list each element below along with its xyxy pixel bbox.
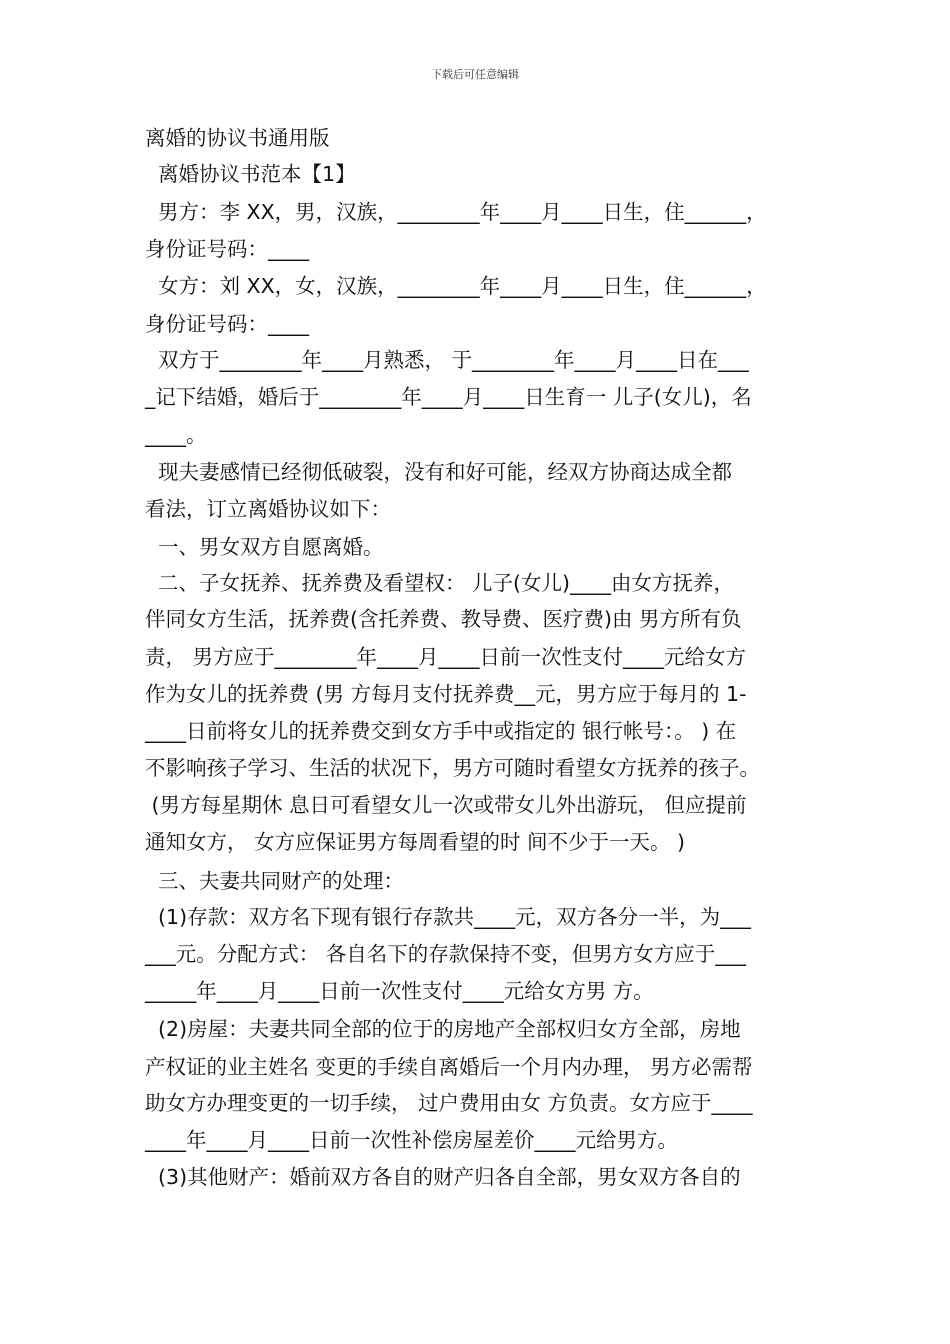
text-line: 助女方办理变更的一切手续， 过户费用由女 方负责。女方应于____ [145,1091,753,1115]
text-line: 身份证号码：____ [145,312,309,336]
document-title: 离婚的协议书通用版 [145,126,330,150]
text-line: ___元。分配方式： 各自名下的存款保持不变，但男方女方应于___ [145,942,747,966]
text-line: 不影响孩子学习、生活的状况下，男方可随时看望女方抚养的孩子。 [145,756,760,780]
text-line: (男方每星期休 息日可看望女儿一次或带女儿外出游玩， 但应提前 [145,793,747,817]
text-line: 男方：李 XX，男，汉族，________年____月____日生，住______， [145,200,767,224]
text-line: 二、子女抚养、抚养费及看望权： 儿子(女儿)____由女方抚养， [145,571,735,595]
text-line: 双方于________年____月熟悉， 于________年____月____日在___ [145,348,749,372]
text-line: _____年____月____日前一次性支付____元给女方男 方。 [145,979,654,1003]
text-line: (1)存款：双方名下现有银行存款共____元，双方各分一半，为___ [145,905,751,929]
text-line: 看法，订立离婚协议如下： [145,497,391,521]
text-line: 责， 男方应于________年____月____日前一次性支付____元给女方 [145,645,747,669]
text-line: 伴同女方生活，抚养费(含托养费、教导费、医疗费)由 男方所有负 [145,607,742,631]
text-line: 一、男女双方自愿离婚。 [145,535,384,559]
section-heading: 离婚协议书范本【1】 [145,162,356,186]
text-line: 通知女方， 女方应保证男方每周看望的时 间不少于一天。 ) [145,830,686,854]
text-line: 女方：刘 XX，女，汉族，________年____月____日生，住______， [145,274,767,298]
text-line: ____年____月____日前一次性补偿房屋差价____元给男方。 [145,1128,678,1152]
text-line: 作为女儿的抚养费 (男 方每月支付抚养费__元，男方应于每月的 1- [145,682,747,706]
text-line: 产权证的业主姓名 变更的手续自离婚后一个月内办理， 男方必需帮 [145,1055,753,1079]
text-line: ____。 [145,423,207,447]
page-header: 下载后可任意编辑 [431,68,519,81]
text-line: 现夫妻感情已经彻低破裂，没有和好可能，经双方协商达成全都 [145,460,733,484]
text-line: _记下结婚，婚后于________年____月____日生育一 儿子(女儿)，名 [145,385,752,409]
text-line: 身份证号码：____ [145,237,309,261]
text-line: 三、夫妻共同财产的处理： [145,869,405,893]
text-line: (3)其他财产：婚前双方各自的财产归各自全部，男女双方各自的 [145,1165,741,1189]
text-line: (2)房屋：夫妻共同全部的位于的房地产全部权归女方全部，房地 [145,1017,741,1041]
text-line: ____日前将女儿的抚养费交到女方手中或指定的 银行帐号：。 ) 在 [145,719,737,743]
